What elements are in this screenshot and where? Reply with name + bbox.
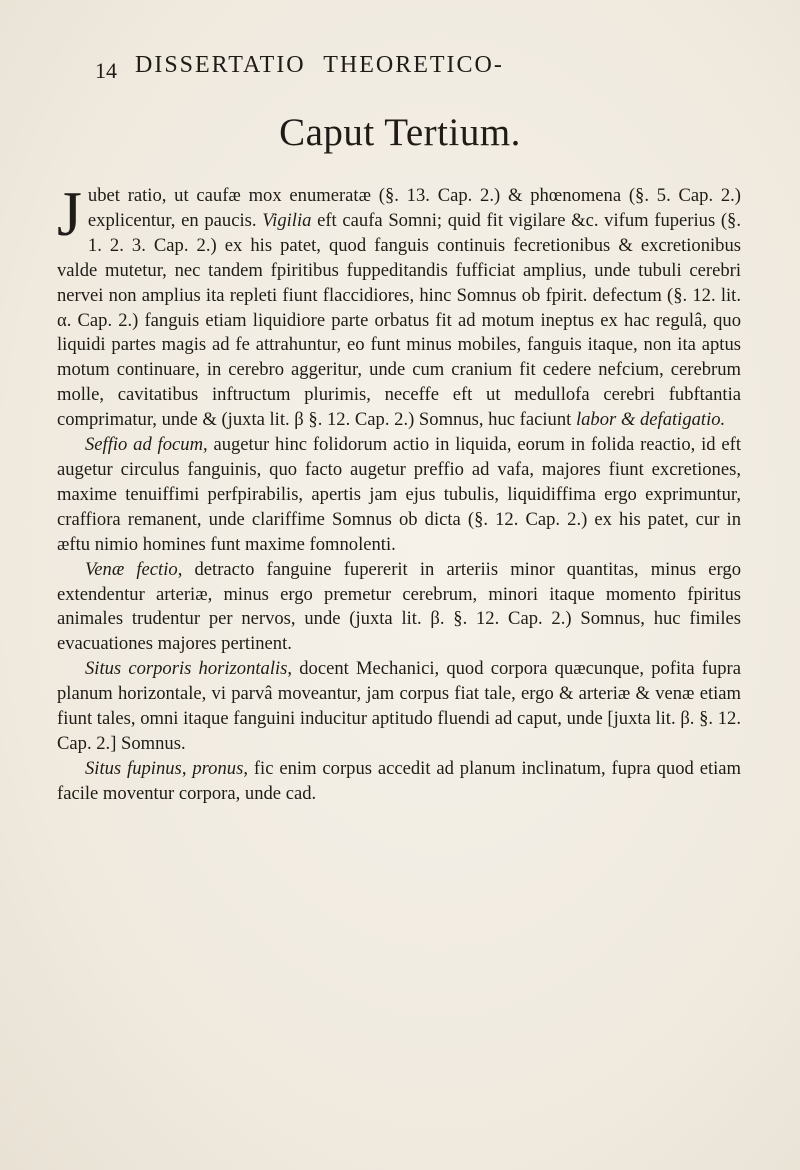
paragraph-1-text-c: eft caufa Somni; quid fit vigilare &c. vifum fuperius (§. 1. 2. 3. Cap. 2.) ex his patet, quod fanguis continuis fecretionibus & excretionibus valde mutetur, nec tandem fpiritibus fuppeditandis fufficiat amplius, unde tubuli cerebri nervei non amplius ita repleti fiunt flaccidiores, hinc Somnus ob fpirit. defectum (§. 12. lit. α. Cap. 2.) fanguis etiam liquidiore parte orbatus fit ad motum ineptus ex hac regulâ, quo liquidi partes magis ad fe attrahuntur, eo funt minus mobiles, fanguis itaque, non ita aptus motum continuare, in cerebro aggeritur, unde cum cranium fit cedere nefcium, cerebrum molle, cavitatibus inftructum plurimis, neceffe eft ut medullofa cerebri fubftantia comprimatur, unde & (juxta lit. β §. 12. Cap. 2.) Somnus, huc faciunt [57, 209, 741, 431]
term-venae-sectio: Venæ fectio [85, 558, 178, 580]
paragraph-5-text: , fic enim corpus accedit ad planum inclinatum, fupra quod etiam facile moventur corpora, unde cad. [57, 757, 741, 804]
paragraph-2 [57, 433, 741, 558]
term-pronus: pronus [192, 757, 244, 779]
term-vigilia: Vigilia [262, 209, 312, 231]
term-sessio-ad-focum: Seffio ad focum [85, 434, 203, 456]
paragraph-5 [57, 757, 741, 807]
term-situs-supinus: Situs fupinus [85, 757, 182, 779]
drop-cap: J [57, 178, 82, 249]
paragraph-1 [57, 178, 741, 433]
running-head: DISSERTATIO THEORETICO- [135, 52, 504, 78]
term-situs-horizontalis: Situs corporis horizontalis [85, 658, 288, 680]
page-header [95, 52, 735, 92]
page-number: 14 [95, 58, 117, 83]
chapter-title: Caput Tertium. [279, 111, 521, 154]
paragraph-3-text: , detracto fanguine fupererit in arteriis minor quantitas, minus ergo extendentur arteriæ, minus ergo premetur cerebrum, minori itaque momento fpiritus animales trudentur per nervos, unde (juxta lit. β. §. 12. Cap. 2.) Somnus, huc fimiles evacuationes majores pertinent. [57, 558, 742, 655]
term-labor-defatigatio: labor & defatigatio. [575, 409, 726, 431]
paragraph-2-text: , augetur hinc folidorum actio in liquida, eorum in folida reactio, id eft augetur circulus fanguinis, quo facto augetur preffio ad vafa, majores fiunt excretiones, maxime tenuiffimi perfpirabilis, apertis jam ejus tubulis, liquidiffima ergo exprimuntur, craffiora remanent, unde clariffime Somnus ob dicta (§. 12. Cap. 2.) ex his patet, cur in æftu nimio homines funt maxime fomnolenti. [57, 434, 741, 555]
paragraph-4-text: , docent Mechanici, quod corpora quæcunque, pofita fupra planum horizontale, vi parvâ moveantur, jam corpus fiat tale, ergo & arteriæ & venæ etiam fiunt tales, omni itaque fanguini inducitur aptitudo fluendi ad caput, unde [juxta lit. β. §. 12. Cap. 2.] Somnus. [57, 658, 741, 754]
paragraph-5-sep: , [181, 757, 193, 779]
paragraph-1-text-a: ubet ratio, ut caufæ mox enumeratæ (§. 13. Cap. 2.) & phœnomena (§. 5. Cap. 2.) explicentur, en paucis. [87, 185, 741, 231]
body-text [57, 178, 742, 807]
paragraph-4 [57, 657, 741, 757]
paragraph-3 [57, 558, 741, 658]
